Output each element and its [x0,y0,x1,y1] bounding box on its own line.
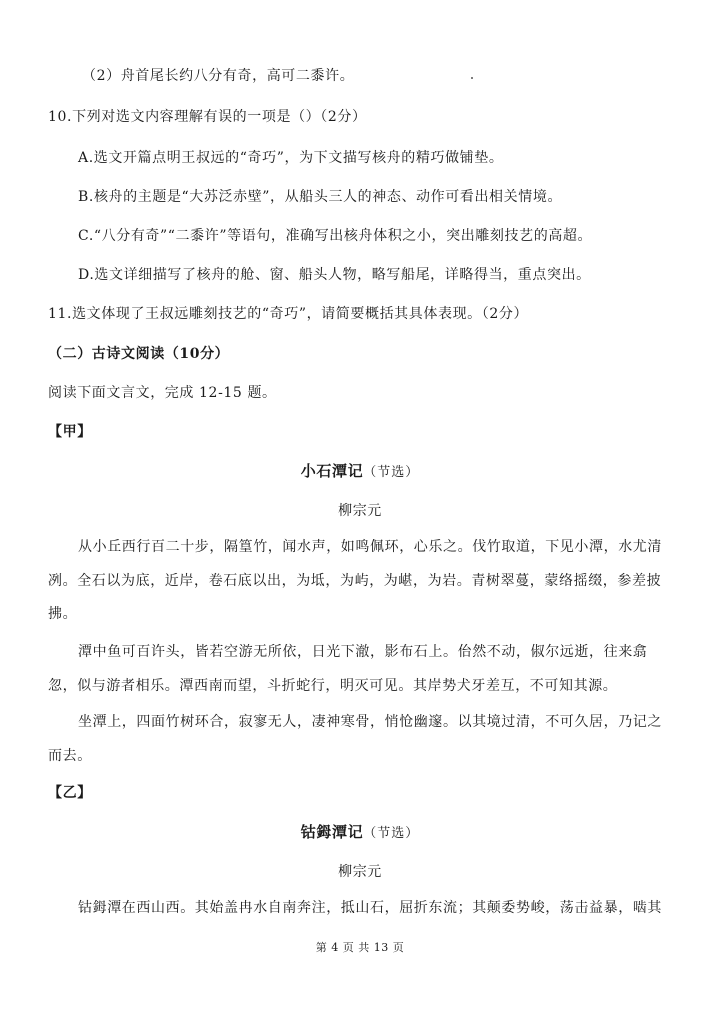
question-10-option-a: A.选文开篇点明王叔远的“奇巧”，为下文描写核舟的精巧做铺垫。 [78,150,504,166]
part-jia-author: 柳宗元 [338,503,382,519]
part-jia-heading [0,461,720,483]
question-10-stem: 10.下列对选文内容理解有误的一项是（）（2分） [48,109,367,125]
scan-speck [471,77,473,79]
part-jia-note: （节选） [363,465,420,480]
part-jia-text-line: 坐潭上，四面竹树环合，寂寥无人，凄神寒骨，悄怆幽邃。以其境过清，不可久居，乃记之 [78,714,662,730]
question-10-option-d: D.选文详细描写了核舟的舱、窗、船头人物，略写船尾，详略得当，重点突出。 [78,267,591,283]
question-10-option-b: B.核舟的主题是“大苏泛赤壁”，从船头三人的神态、动作可看出相关情境。 [78,189,563,205]
part-jia-text-line: 拂。 [48,606,78,622]
part-jia-text-line: 冽。全石以为底，近岸，卷石底以出，为坻，为屿，为嵁，为岩。青树翠蔓，蒙络摇缀，参差披 [48,573,662,589]
question-11-stem: 11.选文体现了王叔远雕刻技艺的“奇巧”，请简要概括其具体表现。（2分） [48,306,529,322]
previous-item-line: （2）舟首尾长约八分有奇，高可二黍许。 [82,68,355,84]
part-yi-heading [0,822,720,844]
section-heading: （二）古诗文阅读（10分） [48,346,230,362]
part-jia-text-line: 潭中鱼可百许头，皆若空游无所依，日光下澈，影布石上。佁然不动，俶尔远逝，往来翕 [78,644,648,660]
part-jia-label: 【甲】 [48,424,92,440]
part-yi-note: （节选） [363,826,420,841]
part-jia-text-line: 忽，似与游者相乐。潭西南而望，斗折蛇行，明灭可见。其岸势犬牙差互，不可知其源。 [48,678,618,694]
part-yi-text-line: 钴鉧潭在西山西。其始盖冉水自南奔注，抵山石，屈折东流；其颠委势峻，荡击益暴，啮其 [78,900,662,916]
page-footer: 第 4 页 共 13 页 [315,941,405,954]
part-jia-text-line: 而去。 [48,748,92,764]
part-yi-title: 钴鉧潭记 [300,823,364,841]
part-jia-text-line: 从小丘西行百二十步，隔篁竹，闻水声，如鸣佩环，心乐之。伐竹取道，下见小潭，水尤清 [78,539,662,555]
part-yi-author: 柳宗元 [338,864,382,880]
question-10-option-c: C.“八分有奇”“二黍许”等语句，准确写出核舟体积之小，突出雕刻技艺的高超。 [78,228,593,244]
part-jia-title: 小石潭记 [300,462,364,480]
reading-instruction: 阅读下面文言文，完成 12-15 题。 [48,385,277,401]
part-yi-label: 【乙】 [48,785,92,801]
